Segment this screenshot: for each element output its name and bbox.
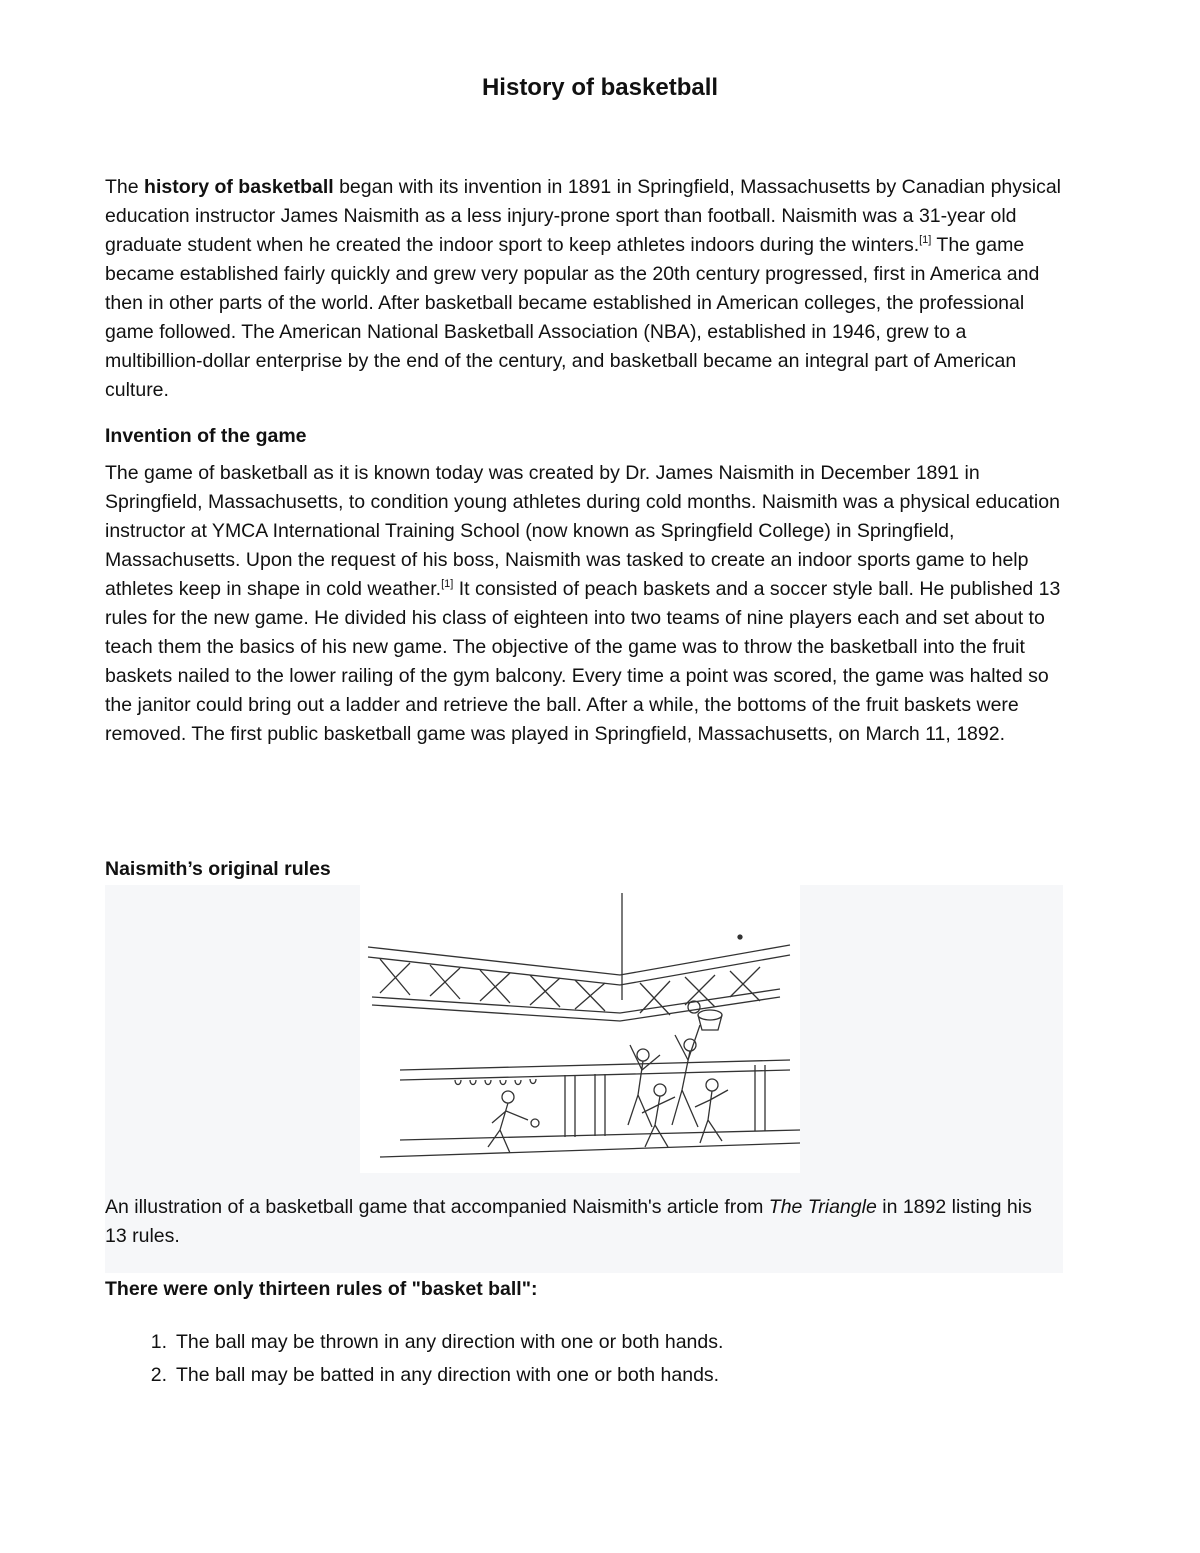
intro-text-2: The game became established fairly quickly and grew very popular as the 20th century progressed, first in America and then in other parts of the world. After basketball became established in American colleges, the professional game followed. The American National Basketball Association (NBA), established in 1946, grew to a multibillion-dollar enterprise by the end of the century, and basketball became an integral part of American culture. [105, 234, 1040, 401]
list-item-number: 2 . [117, 1361, 167, 1390]
caption-text-pre: An illustration of a basketball game that accompanied Naismith's article from [105, 1196, 769, 1218]
caption-text-post: in 1892 listing his 13 rules. [105, 1196, 1032, 1247]
invention-heading: Invention of the game [105, 425, 307, 447]
figure-box [105, 885, 1063, 1273]
intro-text-1: began with its invention in 1891 in Springfield, Massachusetts by Canadian physical education instructor James Naismith as a less injury-prone sport than football. Naismith was a 31-year old graduate student when he created the indoor sport to keep athletes indoors during the winters. [105, 176, 1062, 256]
rules-list [105, 1328, 1065, 1394]
invention-text-1: The game of basketball as it is known today was created by Dr. James Naismith in December 1891 in Springfield, Massachusetts, to condition young athletes during cold months. Naismith was a physical education instructor at YMCA International Training School (now known as Springfield College) in Springfield, Massachusetts. Upon the request of his boss, Naismith was tasked to create an indoor sports game to help athletes keep in shape in cold weather. [105, 462, 1060, 600]
intro-reference[interactable]: [1] [919, 234, 932, 246]
list-item-text: The ball may be thrown in any direction with one or both hands. [176, 1331, 724, 1353]
illustration-drawing [360, 885, 800, 1173]
caption-publication-title: The Triangle [768, 1196, 877, 1218]
intro-paragraph [105, 173, 1065, 405]
invention-paragraph [105, 459, 1065, 749]
list-item-number: 1 . [117, 1328, 167, 1357]
document-title: History of basketball [481, 74, 719, 101]
list-item-text: The ball may be batted in any direction with one or both hands. [176, 1364, 720, 1386]
basketball-game-illustration [360, 885, 800, 1173]
intro-bold-term: history of basketball [144, 176, 334, 198]
intro-pre: The [105, 176, 145, 198]
rules-section-heading: Naismith’s original rules [105, 858, 331, 880]
rules-list-heading: There were only thirteen rules of "basket ball": [105, 1278, 538, 1300]
list-item [105, 1328, 1065, 1361]
list-item [105, 1361, 1065, 1394]
invention-reference[interactable]: [1] [441, 578, 454, 590]
figure-caption [105, 1193, 1045, 1251]
invention-text-2: It consisted of peach baskets and a soccer style ball. He published 13 rules for the new game. He divided his class of eighteen into two teams of nine players each and set about to teach them the basics of his new game. The objective of the game was to throw the basketball into the fruit baskets nailed to the lower railing of the gym balcony. Every time a point was scored, the game was halted so the janitor could bring out a ladder and retrieve the ball. After a while, the bottoms of the fruit baskets were removed. The first public basketball game was played in Springfield, Massachusetts, on March 11, 1892. [105, 578, 1061, 745]
